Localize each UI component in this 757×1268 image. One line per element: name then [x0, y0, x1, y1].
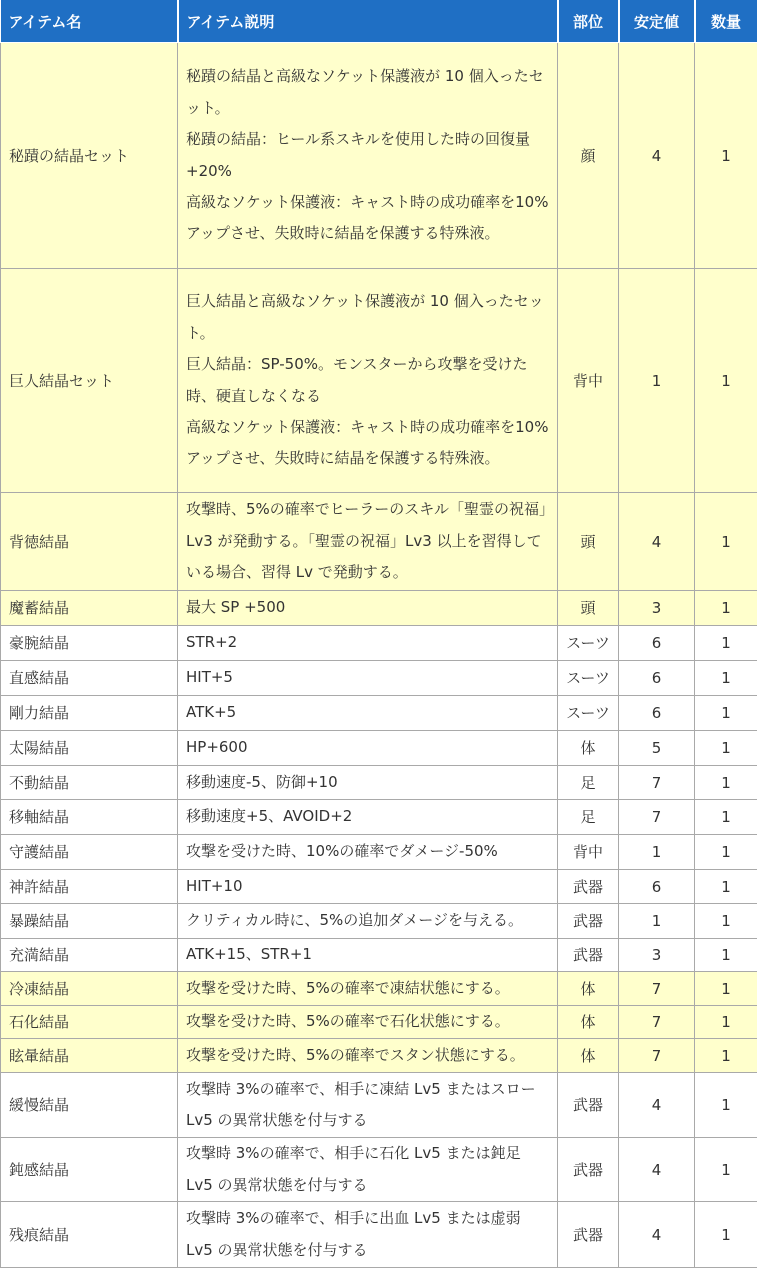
item-quantity-cell: 1	[695, 1202, 757, 1268]
item-name-cell: 巨人結晶セット	[1, 269, 178, 493]
table-row	[1, 493, 757, 591]
item-slot-cell: スーツ	[558, 696, 619, 731]
item-description-cell	[178, 626, 558, 661]
description-line: 攻撃を受けた時、10%の確率でダメージ-50%	[186, 836, 549, 867]
item-name-cell: 神許結晶	[1, 870, 178, 904]
item-quantity-cell: 1	[695, 696, 757, 731]
item-name-cell: 残痕結晶	[1, 1202, 178, 1268]
item-stability-cell: 1	[619, 904, 695, 939]
item-name-cell: 直感結晶	[1, 661, 178, 696]
table-row	[1, 591, 757, 626]
description-line: STR+2	[186, 627, 549, 658]
item-quantity-cell: 1	[695, 870, 757, 904]
description-line: HIT+10	[186, 871, 549, 902]
item-slot-cell: 顔	[558, 43, 619, 269]
description-line: 攻撃時 3%の確率で、相手に出血 Lv5 または虚弱 Lv5 の異常状態を付与する	[186, 1203, 549, 1266]
item-stability-cell: 7	[619, 1039, 695, 1073]
item-name-cell: 剛力結晶	[1, 696, 178, 731]
item-name-cell: 充満結晶	[1, 939, 178, 972]
item-description-cell	[178, 1073, 558, 1138]
description-line: 攻撃を受けた時、5%の確率で凍結状態にする。	[186, 973, 549, 1004]
table-row	[1, 696, 757, 731]
item-stability-cell: 7	[619, 972, 695, 1006]
description-line: 攻撃時、5%の確率でヒーラーのスキル「聖霊の祝福」Lv3 が発動する。「聖霊の祝福」Lv3 以上を習得している場合、習得 Lv で発動する。	[186, 494, 549, 588]
item-stability-cell: 6	[619, 661, 695, 696]
description-line: 秘蹟の結晶と高級なソケット保護液が 10 個入ったセット。	[186, 61, 549, 124]
item-description-cell	[178, 731, 558, 766]
item-name-cell: 太陽結晶	[1, 731, 178, 766]
description-line: 移動速度+5、AVOID+2	[186, 801, 549, 832]
column-header-name: アイテム名	[1, 0, 178, 43]
item-description-cell	[178, 43, 558, 269]
item-quantity-cell: 1	[695, 972, 757, 1006]
item-stability-cell: 7	[619, 1006, 695, 1039]
item-description-cell	[178, 766, 558, 800]
description-line: 攻撃を受けた時、5%の確率で石化状態にする。	[186, 1006, 549, 1037]
item-stability-cell: 4	[619, 1202, 695, 1268]
item-name-cell: 移軸結晶	[1, 800, 178, 835]
description-line: 移動速度-5、防御+10	[186, 767, 549, 798]
item-slot-cell: 頭	[558, 591, 619, 626]
item-description-cell	[178, 1202, 558, 1268]
item-slot-cell: 足	[558, 766, 619, 800]
item-name-cell: 守護結晶	[1, 835, 178, 870]
table-row	[1, 835, 757, 870]
description-line: HIT+5	[186, 662, 549, 693]
item-quantity-cell: 1	[695, 1073, 757, 1138]
column-header-stability: 安定値	[619, 0, 695, 43]
item-slot-cell: 頭	[558, 493, 619, 591]
item-stability-cell: 3	[619, 939, 695, 972]
table-row	[1, 800, 757, 835]
item-stability-cell: 5	[619, 731, 695, 766]
item-stability-cell: 1	[619, 835, 695, 870]
item-stability-cell: 6	[619, 626, 695, 661]
table-row	[1, 1138, 757, 1202]
table-row	[1, 870, 757, 904]
item-slot-cell: 足	[558, 800, 619, 835]
item-name-cell: 不動結晶	[1, 766, 178, 800]
item-stability-cell: 6	[619, 696, 695, 731]
table-row	[1, 1039, 757, 1073]
item-stability-cell: 4	[619, 1073, 695, 1138]
description-line: 秘蹟の結晶：ヒール系スキルを使用した時の回復量+20%	[186, 124, 549, 187]
table-row	[1, 904, 757, 939]
item-stability-cell: 6	[619, 870, 695, 904]
column-header-slot: 部位	[558, 0, 619, 43]
item-stability-cell: 1	[619, 269, 695, 493]
description-line: 攻撃を受けた時、5%の確率でスタン状態にする。	[186, 1040, 549, 1071]
item-description-cell	[178, 870, 558, 904]
column-header-quantity: 数量	[695, 0, 757, 43]
item-slot-cell: 体	[558, 731, 619, 766]
item-slot-cell: 体	[558, 1006, 619, 1039]
item-slot-cell: 背中	[558, 269, 619, 493]
item-name-cell: 眩暈結晶	[1, 1039, 178, 1073]
item-quantity-cell: 1	[695, 904, 757, 939]
item-quantity-cell: 1	[695, 731, 757, 766]
table-row	[1, 43, 757, 269]
table-row	[1, 626, 757, 661]
item-slot-cell: 武器	[558, 1202, 619, 1268]
item-slot-cell: 武器	[558, 939, 619, 972]
description-line: 攻撃時 3%の確率で、相手に凍結 Lv5 またはスローLv5 の異常状態を付与する	[186, 1074, 549, 1137]
item-name-cell: 暴躁結晶	[1, 904, 178, 939]
item-name-cell: 魔蓄結晶	[1, 591, 178, 626]
description-line: ATK+5	[186, 697, 549, 728]
item-stability-cell: 4	[619, 1138, 695, 1202]
description-line: 高級なソケット保護液：キャスト時の成功確率を10%アップさせ、失敗時に結晶を保護する特殊液。	[186, 187, 549, 250]
item-description-cell	[178, 1138, 558, 1202]
item-description-cell	[178, 1039, 558, 1073]
item-slot-cell: スーツ	[558, 626, 619, 661]
description-line: クリティカル時に、5%の追加ダメージを与える。	[186, 905, 549, 936]
description-line: 巨人結晶：SP-50%。モンスターから攻撃を受けた時、硬直しなくなる	[186, 349, 549, 412]
table-header-row	[1, 0, 757, 43]
item-slot-cell: スーツ	[558, 661, 619, 696]
item-name-cell: 石化結晶	[1, 1006, 178, 1039]
item-slot-cell: 体	[558, 1039, 619, 1073]
table-row	[1, 1202, 757, 1268]
item-quantity-cell: 1	[695, 661, 757, 696]
item-description-cell	[178, 591, 558, 626]
item-slot-cell: 武器	[558, 870, 619, 904]
description-line: ATK+15、STR+1	[186, 939, 549, 970]
item-slot-cell: 武器	[558, 1138, 619, 1202]
item-description-cell	[178, 1006, 558, 1039]
description-line: HP+600	[186, 732, 549, 763]
item-stability-cell: 4	[619, 43, 695, 269]
item-quantity-cell: 1	[695, 1138, 757, 1202]
item-name-cell: 豪腕結晶	[1, 626, 178, 661]
item-name-cell: 背徳結晶	[1, 493, 178, 591]
item-name-cell: 冷凍結晶	[1, 972, 178, 1006]
item-description-cell	[178, 904, 558, 939]
column-header-description: アイテム説明	[178, 0, 558, 43]
item-slot-cell: 背中	[558, 835, 619, 870]
table-row	[1, 269, 757, 493]
item-quantity-cell: 1	[695, 939, 757, 972]
description-line: 最大 SP +500	[186, 592, 549, 623]
item-description-cell	[178, 800, 558, 835]
item-quantity-cell: 1	[695, 591, 757, 626]
item-name-cell: 秘蹟の結晶セット	[1, 43, 178, 269]
table-row	[1, 972, 757, 1006]
item-stability-cell: 4	[619, 493, 695, 591]
item-stability-cell: 7	[619, 800, 695, 835]
item-description-cell	[178, 939, 558, 972]
item-description-cell	[178, 972, 558, 1006]
item-quantity-cell: 1	[695, 493, 757, 591]
item-quantity-cell: 1	[695, 1039, 757, 1073]
table-row	[1, 731, 757, 766]
item-quantity-cell: 1	[695, 835, 757, 870]
item-description-cell	[178, 269, 558, 493]
item-quantity-cell: 1	[695, 626, 757, 661]
table-row	[1, 1006, 757, 1039]
table-row	[1, 939, 757, 972]
item-slot-cell: 武器	[558, 1073, 619, 1138]
table-row	[1, 766, 757, 800]
item-slot-cell: 武器	[558, 904, 619, 939]
description-line: 巨人結晶と高級なソケット保護液が 10 個入ったセット。	[186, 286, 549, 349]
item-quantity-cell: 1	[695, 800, 757, 835]
description-line: 高級なソケット保護液：キャスト時の成功確率を10%アップさせ、失敗時に結晶を保護する特殊液。	[186, 412, 549, 475]
item-description-cell	[178, 661, 558, 696]
item-slot-cell: 体	[558, 972, 619, 1006]
item-name-cell: 鈍感結晶	[1, 1138, 178, 1202]
description-line: 攻撃時 3%の確率で、相手に石化 Lv5 または鈍足 Lv5 の異常状態を付与する	[186, 1138, 549, 1201]
item-description-cell	[178, 493, 558, 591]
table-row	[1, 1073, 757, 1138]
table-body	[1, 43, 757, 1268]
item-quantity-cell: 1	[695, 43, 757, 269]
item-name-cell: 緩慢結晶	[1, 1073, 178, 1138]
item-stability-cell: 7	[619, 766, 695, 800]
item-description-cell	[178, 835, 558, 870]
item-stability-cell: 3	[619, 591, 695, 626]
table-row	[1, 661, 757, 696]
item-quantity-cell: 1	[695, 269, 757, 493]
item-quantity-cell: 1	[695, 766, 757, 800]
item-quantity-cell: 1	[695, 1006, 757, 1039]
item-description-cell	[178, 696, 558, 731]
